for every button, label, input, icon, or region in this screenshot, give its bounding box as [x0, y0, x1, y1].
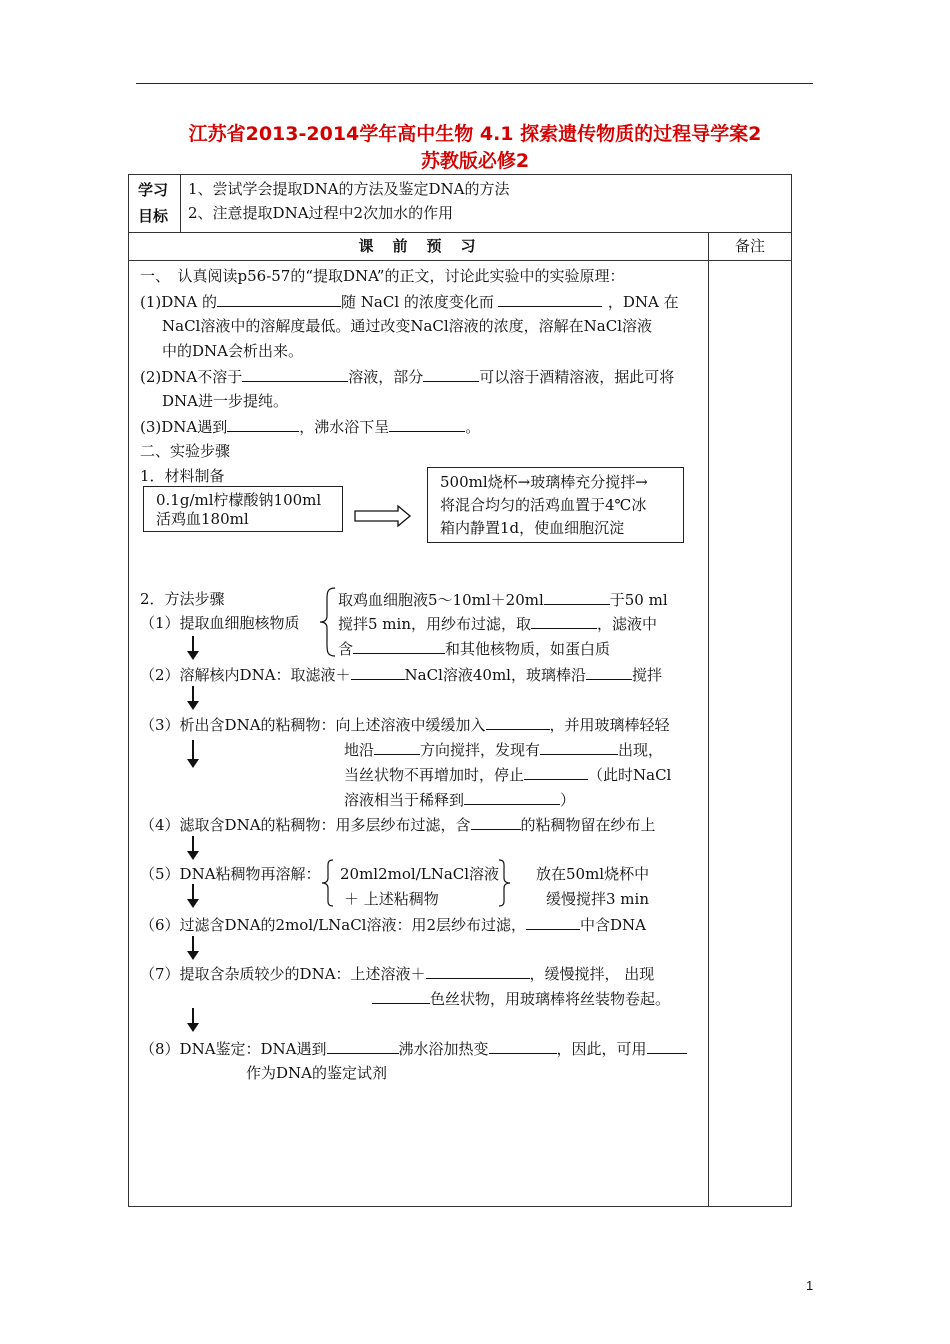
fill-blank[interactable]	[586, 664, 632, 680]
step2: （2）溶解核内DNA：取滤液＋ NaCl溶液40ml，玻璃棒沿 搅拌	[140, 666, 662, 684]
down-arrow-icon	[187, 740, 199, 768]
result-box-line: 将混合均匀的活鸡血置于4℃冰	[440, 496, 647, 514]
table-divider-notes	[708, 232, 709, 1207]
step1-label: （1）提取血细胞核物质	[140, 614, 300, 632]
fill-blank[interactable]	[486, 714, 550, 730]
step5-action: 缓慢搅拌3 min	[546, 890, 649, 908]
fill-blank[interactable]	[489, 1038, 557, 1054]
principle-2-cont: DNA进一步提纯。	[162, 392, 288, 410]
step5-label: （5）DNA粘稠物再溶解：	[140, 865, 321, 883]
result-box-line: 箱内静置1d，使血细胞沉淀	[440, 519, 625, 537]
step7: （7）提取含杂质较少的DNA：上述溶液＋ ，缓慢搅拌， 出现	[140, 965, 655, 983]
fill-blank[interactable]	[351, 664, 405, 680]
principle-3: (3)DNA遇到 ，沸水浴下呈 。	[140, 418, 481, 436]
fill-blank[interactable]	[227, 416, 299, 432]
principle-1: (1)DNA 的 随 NaCl 的浓度变化而 ，DNA 在	[140, 293, 679, 311]
step3-cont1: 地沿 方向搅拌，发现有 出现，	[344, 741, 664, 759]
fill-blank[interactable]	[423, 366, 479, 382]
document-title-line2: 苏教版必修2	[420, 150, 530, 172]
down-arrow-icon	[187, 836, 199, 860]
objectives-label-line2: 目标	[138, 207, 169, 225]
down-arrow-icon	[187, 936, 199, 960]
fill-blank[interactable]	[471, 814, 521, 830]
principle-2: (2)DNA不溶于 溶液，部分 可以溶于酒精溶液，据此可将	[140, 368, 675, 386]
table-divider-objectives	[180, 174, 181, 232]
material-box-line: 活鸡血180ml	[156, 510, 249, 528]
material-box-line: 0.1g/ml柠檬酸钠100ml	[156, 491, 322, 509]
down-arrow-icon	[187, 686, 199, 710]
step7-cont: 色丝状物，用玻璃棒将丝装物卷起。	[372, 988, 670, 1009]
step1-row1: 取鸡血细胞液5～10ml＋20ml 于50 ml	[338, 591, 668, 609]
objective-item: 1、尝试学会提取DNA的方法及鉴定DNA的方法	[188, 180, 510, 198]
method-heading: 2．方法步骤	[140, 590, 225, 608]
step3: （3）析出含DNA的粘稠物：向上述溶液中缓缓加入 ，并用玻璃棒轻轻	[140, 716, 670, 734]
left-brace-icon	[320, 858, 336, 908]
table-border-left	[128, 174, 129, 1207]
fill-blank[interactable]	[544, 589, 610, 605]
right-brace-icon	[496, 858, 512, 908]
step8-cont: 作为DNA的鉴定试剂	[246, 1064, 387, 1082]
step5-reagent: ＋ 上述粘稠物	[344, 890, 439, 908]
principle-1-cont: NaCl溶液中的溶解度最低。通过改变NaCl溶液的浓度，溶解在NaCl溶液	[162, 317, 653, 335]
fill-blank[interactable]	[372, 988, 430, 1004]
fill-blank[interactable]	[374, 739, 420, 755]
section-title: 课 前 预 习	[358, 237, 478, 255]
principle-1-cont2: 中的DNA会析出来。	[162, 342, 303, 360]
down-arrow-icon	[187, 636, 199, 660]
step3-cont3: 溶液相当于稀释到 ）	[344, 791, 576, 809]
fill-blank[interactable]	[389, 416, 465, 432]
fill-blank[interactable]	[498, 291, 602, 307]
part2-heading: 二、实验步骤	[140, 442, 231, 460]
fill-blank[interactable]	[353, 638, 445, 654]
step3-cont2: 当丝状物不再增加时，停止 （此时NaCl	[344, 766, 672, 784]
result-box-line: 500ml烧杯→玻璃棒充分搅拌→	[440, 473, 648, 491]
hollow-arrow-icon	[354, 505, 412, 527]
header-rule	[136, 83, 813, 84]
table-border-right	[791, 174, 792, 1207]
fill-blank[interactable]	[524, 764, 588, 780]
fill-blank[interactable]	[531, 613, 597, 629]
fill-blank[interactable]	[464, 789, 560, 805]
table-border-bottom	[128, 1206, 792, 1207]
document-title-line1: 江苏省2013-2014学年高中生物 4.1 探索遗传物质的过程导学案2	[188, 123, 762, 145]
step5-reagent: 20ml2mol/LNaCl溶液	[340, 865, 500, 883]
fill-blank[interactable]	[327, 1038, 399, 1054]
objective-item: 2、注意提取DNA过程中2次加水的作用	[188, 204, 454, 222]
part1-heading: 一、 认真阅读p56-57的“提取DNA”的正文，讨论此实验中的实验原理：	[140, 267, 625, 285]
objectives-label-line1: 学习	[138, 181, 169, 199]
down-arrow-icon	[187, 1008, 199, 1032]
fill-blank[interactable]	[647, 1038, 687, 1054]
fill-blank[interactable]	[426, 963, 530, 979]
table-border-top	[128, 174, 792, 175]
step1-row3: 含 和其他核物质，如蛋白质	[338, 640, 611, 658]
table-border-row1	[128, 232, 792, 233]
fill-blank[interactable]	[526, 914, 580, 930]
material-box	[143, 486, 343, 532]
material-result-box	[427, 467, 684, 543]
notes-column-header: 备注	[734, 237, 765, 255]
fill-blank[interactable]	[242, 366, 348, 382]
step5-action: 放在50ml烧杯中	[536, 865, 650, 883]
step4: （4）滤取含DNA的粘稠物：用多层纱布过滤，含 的粘稠物留在纱布上	[140, 816, 656, 834]
curly-brace-icon	[318, 586, 338, 658]
step1-row2: 搅拌5 min，用纱布过滤，取 ，滤液中	[338, 615, 658, 633]
table-border-row2	[128, 260, 792, 261]
down-arrow-icon	[187, 884, 199, 908]
fill-blank[interactable]	[217, 291, 341, 307]
fill-blank[interactable]	[540, 739, 618, 755]
page-number: 1	[806, 1278, 814, 1293]
material-heading: 1．材料制备	[140, 467, 225, 485]
step6: （6）过滤含DNA的2mol/LNaCl溶液：用2层纱布过滤， 中含DNA	[140, 916, 647, 934]
step8: （8）DNA鉴定：DNA遇到 沸水浴加热变 ，因此，可用	[140, 1038, 687, 1059]
